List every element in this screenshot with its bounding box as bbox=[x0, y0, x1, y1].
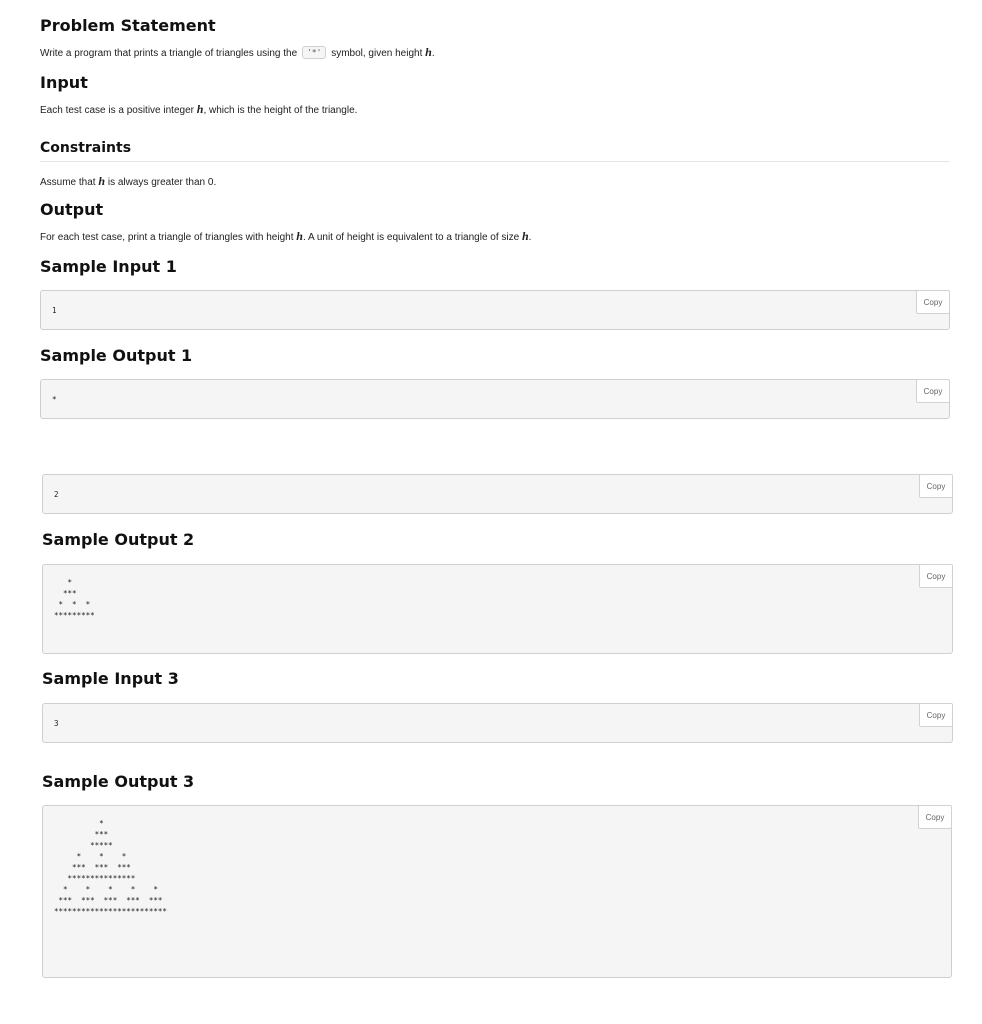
height-variable: h bbox=[296, 229, 303, 243]
copy-button[interactable]: Copy bbox=[919, 474, 953, 498]
height-variable: h bbox=[98, 174, 106, 188]
sample-output-1-heading: Sample Output 1 bbox=[40, 346, 193, 365]
sample-output-1-box bbox=[40, 379, 950, 419]
constraints-text bbox=[40, 174, 216, 189]
constraints-heading: Constraints bbox=[40, 140, 132, 156]
input-text-before: Each test case is a positive integer bbox=[40, 105, 194, 116]
output-heading: Output bbox=[40, 200, 104, 219]
sample-output-2-heading: Sample Output 2 bbox=[42, 530, 195, 549]
sample-output-3-heading: Sample Output 3 bbox=[42, 772, 195, 791]
constraints-text-after: is always greater than 0. bbox=[107, 177, 217, 188]
copy-button[interactable]: Copy bbox=[916, 379, 950, 403]
sample-output-2-code: * *** * * * ********* bbox=[54, 578, 95, 620]
symbol-code: '*' bbox=[302, 46, 326, 59]
problem-text-end: . bbox=[431, 48, 435, 59]
sample-input-3-heading: Sample Input 3 bbox=[42, 669, 179, 688]
copy-button[interactable]: Copy bbox=[919, 564, 953, 588]
problem-statement-text bbox=[40, 45, 435, 60]
input-text-after: , which is the height of the triangle. bbox=[203, 105, 358, 116]
sample-output-3-box bbox=[42, 805, 952, 978]
input-heading: Input bbox=[40, 73, 88, 92]
output-text-middle: . A unit of height is equivalent to a triangle of size bbox=[302, 232, 520, 243]
height-variable: h bbox=[425, 45, 432, 59]
sample-input-3-box bbox=[42, 703, 953, 743]
output-text-before: For each test case, print a triangle of triangles with height bbox=[40, 232, 294, 243]
sample-output-2-box bbox=[42, 564, 953, 654]
output-text-end: . bbox=[528, 232, 532, 243]
sample-input-2-box bbox=[42, 474, 953, 514]
problem-text-after: symbol, given height bbox=[331, 48, 423, 59]
problem-text-before: Write a program that prints a triangle of triangles using the bbox=[40, 48, 298, 59]
constraints-divider bbox=[40, 161, 950, 162]
sample-input-2-code: 2 bbox=[54, 490, 59, 499]
copy-button[interactable]: Copy bbox=[919, 703, 953, 727]
problem-statement-heading: Problem Statement bbox=[40, 16, 216, 35]
sample-input-1-box bbox=[40, 290, 950, 330]
sample-input-1-heading: Sample Input 1 bbox=[40, 257, 177, 276]
copy-button[interactable]: Copy bbox=[918, 805, 952, 829]
sample-output-3-code: * *** ***** * * * *** *** *** *************** * * * * * *** *** *** *** *** ************************* bbox=[54, 819, 167, 916]
sample-input-1-code: 1 bbox=[52, 306, 57, 315]
input-text bbox=[40, 102, 357, 117]
height-variable: h bbox=[521, 229, 529, 243]
copy-button[interactable]: Copy bbox=[916, 290, 950, 314]
height-variable: h bbox=[196, 102, 204, 116]
output-text bbox=[40, 229, 531, 244]
constraints-text-before: Assume that bbox=[40, 177, 96, 188]
sample-output-1-code: * bbox=[52, 395, 57, 404]
sample-input-3-code: 3 bbox=[54, 719, 59, 728]
